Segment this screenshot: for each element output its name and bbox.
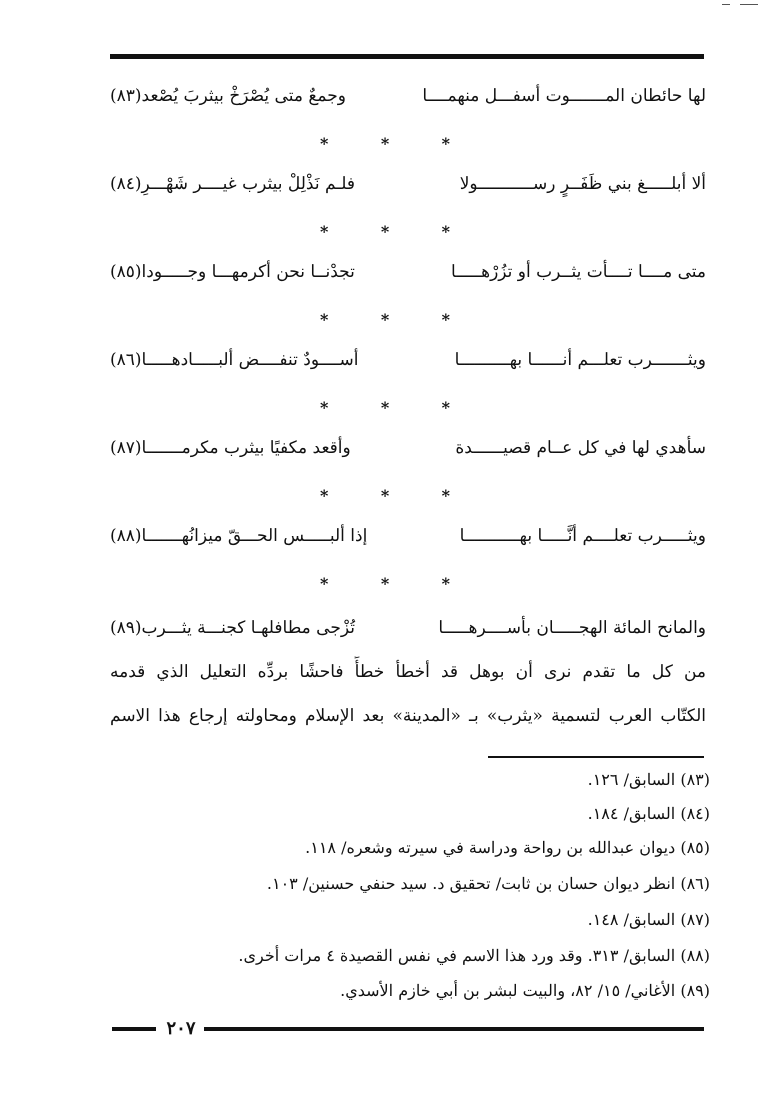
footnote: (٨٦) انظر ديوان حسان بن ثابت/ تحقيق د. سيد حنفي حسنين/ ١٠٣. — [266, 874, 710, 893]
verse-separator — [320, 310, 450, 330]
separator-star: * — [441, 134, 450, 153]
separator-star: * — [320, 398, 329, 417]
footer-rule — [112, 1027, 156, 1031]
verse — [110, 256, 706, 288]
footnote-separator-rule — [488, 756, 704, 758]
separator-star: * — [441, 222, 450, 241]
footnote: (٨٧) السابق/ ١٤٨. — [587, 910, 710, 929]
separator-star: * — [320, 574, 329, 593]
separator-star: * — [380, 310, 390, 329]
separator-star: * — [380, 574, 390, 593]
footnote: (٨٤) السابق/ ١٨٤. — [587, 804, 710, 823]
verse-first-hemistich: سأهدي لها في كل عــام قصيــــــدة — [455, 438, 706, 458]
header-rule — [110, 54, 704, 59]
body-paragraph-line: الكتّاب العرب لتسمية «يثرب» بـ «المدينة» بعد الإسلام ومحاولته إرجاع هذا الاسم — [110, 706, 706, 726]
separator-star: * — [320, 486, 329, 505]
separator-star: * — [320, 134, 329, 153]
verse — [110, 80, 706, 112]
scan-corner-mark — [722, 4, 730, 5]
footer-rule — [204, 1027, 704, 1031]
separator-star: * — [441, 398, 450, 417]
verse-second-hemistich: فلـم نَذْلِلْ بيثرب غيــــر شَهْـــرِ(٨٤) — [110, 174, 356, 194]
separator-star: * — [441, 486, 450, 505]
footnote: (٨٩) الأغاني/ ١٥/ ٨٢، والبيت لبشر بن أبي خازم الأسدي. — [340, 981, 710, 1000]
verse-first-hemistich: ويثـــــــرب تعلـــم أنــــــا بهــــــــــا — [454, 350, 706, 370]
verse-second-hemistich: أســــودٌ تنفــــض ألبـــــادهـــــا(٨٦) — [110, 350, 359, 370]
footnote: (٨٣) السابق/ ١٢٦. — [587, 770, 710, 789]
verse-second-hemistich: وجمعٌ متى يُصْرَخْ بيثربَ يُصْعد(٨٣) — [110, 86, 346, 106]
verse — [110, 520, 706, 552]
footnote: (٨٥) ديوان عبدالله بن رواحة ودراسة في سيرته وشعره/ ١١٨. — [305, 838, 710, 857]
verse-separator — [320, 486, 450, 506]
verse-second-hemistich: إذا ألبـــــس الحـــقّ ميزانُهـــــــا(٨٨) — [110, 526, 368, 546]
verse-first-hemistich: لها حائطان المـــــــوت أسفـــل منهمــــا — [422, 86, 706, 106]
scan-corner-mark — [740, 4, 758, 5]
separator-star: * — [380, 398, 390, 417]
separator-star: * — [441, 574, 450, 593]
verse — [110, 612, 706, 644]
verse — [110, 168, 706, 200]
verse-separator — [320, 134, 450, 154]
body-paragraph-line: من كل ما تقدم نرى أن بوهل قد أخطأ خطأً فاحشًا بردِّه التعليل الذي قدمه — [110, 662, 706, 682]
verse-first-hemistich: ألا أبلـــــغ بني ظَفَــرٍ رســـــــــــولا — [459, 174, 706, 194]
verse-separator — [320, 574, 450, 594]
separator-star: * — [380, 222, 390, 241]
verse — [110, 344, 706, 376]
verse-separator — [320, 398, 450, 418]
verse-first-hemistich: والمانح المائة الهجـــــان بأســــرهـــــا — [438, 618, 706, 638]
verse-second-hemistich: تجدْنــا نحن أكرمهـــا وجـــــودا(٨٥) — [110, 262, 355, 282]
separator-star: * — [380, 134, 390, 153]
footnote: (٨٨) السابق/ ٣١٣. وقد ورد هذا الاسم في نفس القصيدة ٤ مرات أخرى. — [238, 946, 710, 965]
verse — [110, 432, 706, 464]
verse-second-hemistich: تُزْجى مطافلهـا كجنـــة يثـــرب(٨٩) — [110, 618, 355, 638]
separator-star: * — [441, 310, 450, 329]
verse-separator — [320, 222, 450, 242]
separator-star: * — [320, 310, 329, 329]
verse-first-hemistich: متى مــــا تــــأت يثــرب أو تزُرْهـــــا — [451, 262, 706, 282]
page-number: ٢٠٧ — [166, 1018, 196, 1039]
separator-star: * — [380, 486, 390, 505]
verse-second-hemistich: وأقعد مكفيًا بيثرب مكرمـــــــا(٨٧) — [110, 438, 351, 458]
verse-first-hemistich: ويثـــــرب تعلــــم أنَّـــــا بهـــــــــــا — [459, 526, 706, 546]
separator-star: * — [320, 222, 329, 241]
